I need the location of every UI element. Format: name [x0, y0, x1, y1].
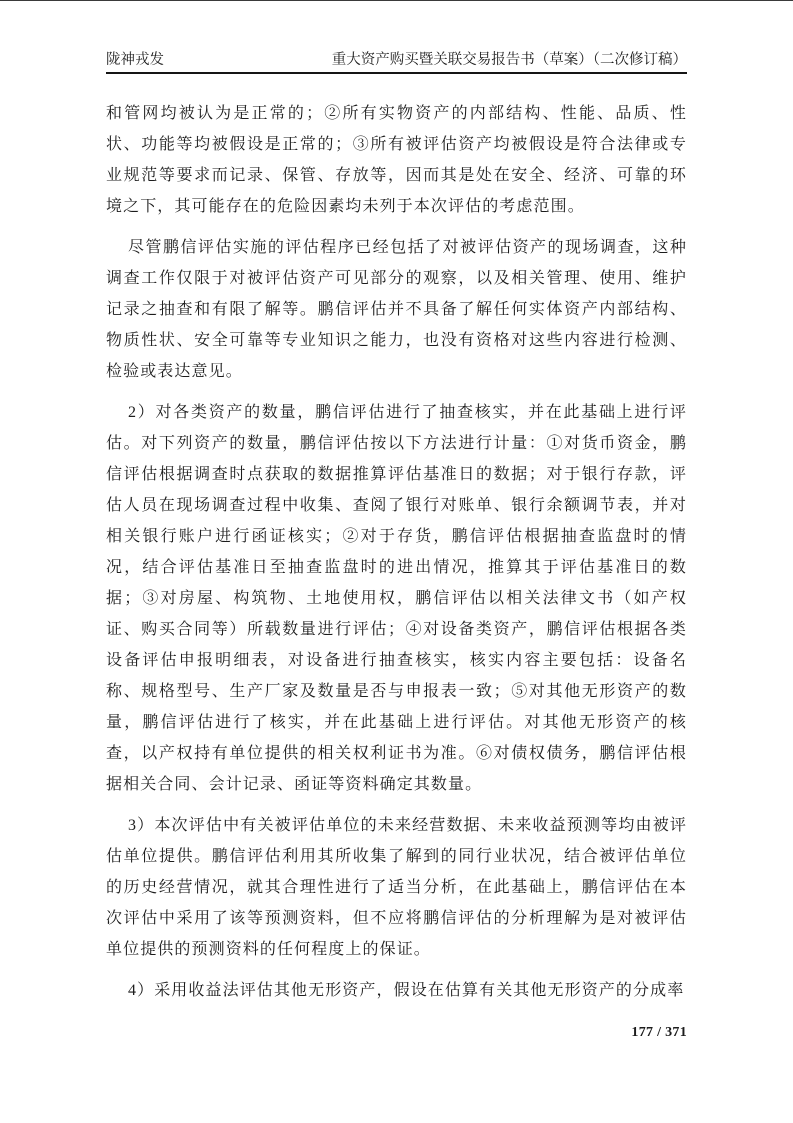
paragraph-item-3-forecast-data: 3）本次评估中有关被评估单位的未来经营数据、未来收益预测等均由被评估单位提供。鹏信评估利用其所收集了解到的同行业状况，结合被评估单位的历史经营情况，就其合理性进行了适当分析，在此基础上，鹏信评估在本次评估中采用了该等预测资料，但不应将鹏信评估的分析理解为是对被评估单位提供的预测资料的任何程度上的保证。 — [106, 817, 687, 958]
paragraph-item-4-income-method: 4）采用收益法评估其他无形资产，假设在估算有关其他无形资产的分成率 — [128, 982, 685, 999]
document-body — [106, 98, 687, 1016]
header-company-name: 陇神戎发 — [106, 52, 164, 68]
page-header — [106, 51, 687, 74]
page-footer — [631, 1024, 687, 1041]
header-report-title: 重大资产购买暨关联交易报告书（草案）（二次修订稿） — [331, 52, 687, 68]
page-number: 177 / 371 — [631, 1025, 687, 1040]
paragraph-item-2-asset-quantity: 2）对各类资产的数量，鹏信评估进行了抽查核实，并在此基础上进行评估。对下列资产的数量，鹏信评估按以下方法进行计量：①对货币资金，鹏信评估根据调查时点获取的数据推算评估基准日的数据；对于银行存款，评估人员在现场调查过程中收集、查阅了银行对账单、银行余额调节表，并对相关银行账户进行函证核实；②对于存货，鹏信评估根据抽查监盘时的情况，结合评估基准日至抽查监盘时的进出情况，推算其于评估基准日的数据；③对房屋、构筑物、土地使用权，鹏信评估以相关法律文书（如产权证、购买合同等）所载数量进行评估；④对设备类资产，鹏信评估根据各类设备评估申报明细表，对设备进行抽查核实，核实内容主要包括：设备名称、规格型号、生产厂家及数量是否与申报表一致；⑤对其他无形资产的数量，鹏信评估进行了核实，并在此基础上进行评估。对其他无形资产的核查，以产权持有单位提供的相关权利证书为准。⑥对债权债务，鹏信评估根据相关合同、会计记录、函证等资料确定其数量。 — [106, 404, 687, 793]
paragraph-continuation: 和管网均被认为是正常的；②所有实物资产的内部结构、性能、品质、性状、功能等均被假设是正常的；③所有被评估资产均被假设是符合法律或专业规范等要求而记录、保管、存放等，因而其是处在安全、经济、可靠的环境之下，其可能存在的危险因素均未列于本次评估的考虑范围。 — [106, 105, 687, 215]
paragraph-site-survey: 尽管鹏信评估实施的评估程序已经包括了对被评估资产的现场调查，这种调查工作仅限于对被评估资产可见部分的观察，以及相关管理、使用、维护记录之抽查和有限了解等。鹏信评估并不具备了解任何实体资产内部结构、物质性状、安全可靠等专业知识之能力，也没有资格对这些内容进行检测、检验或表达意见。 — [106, 239, 687, 380]
